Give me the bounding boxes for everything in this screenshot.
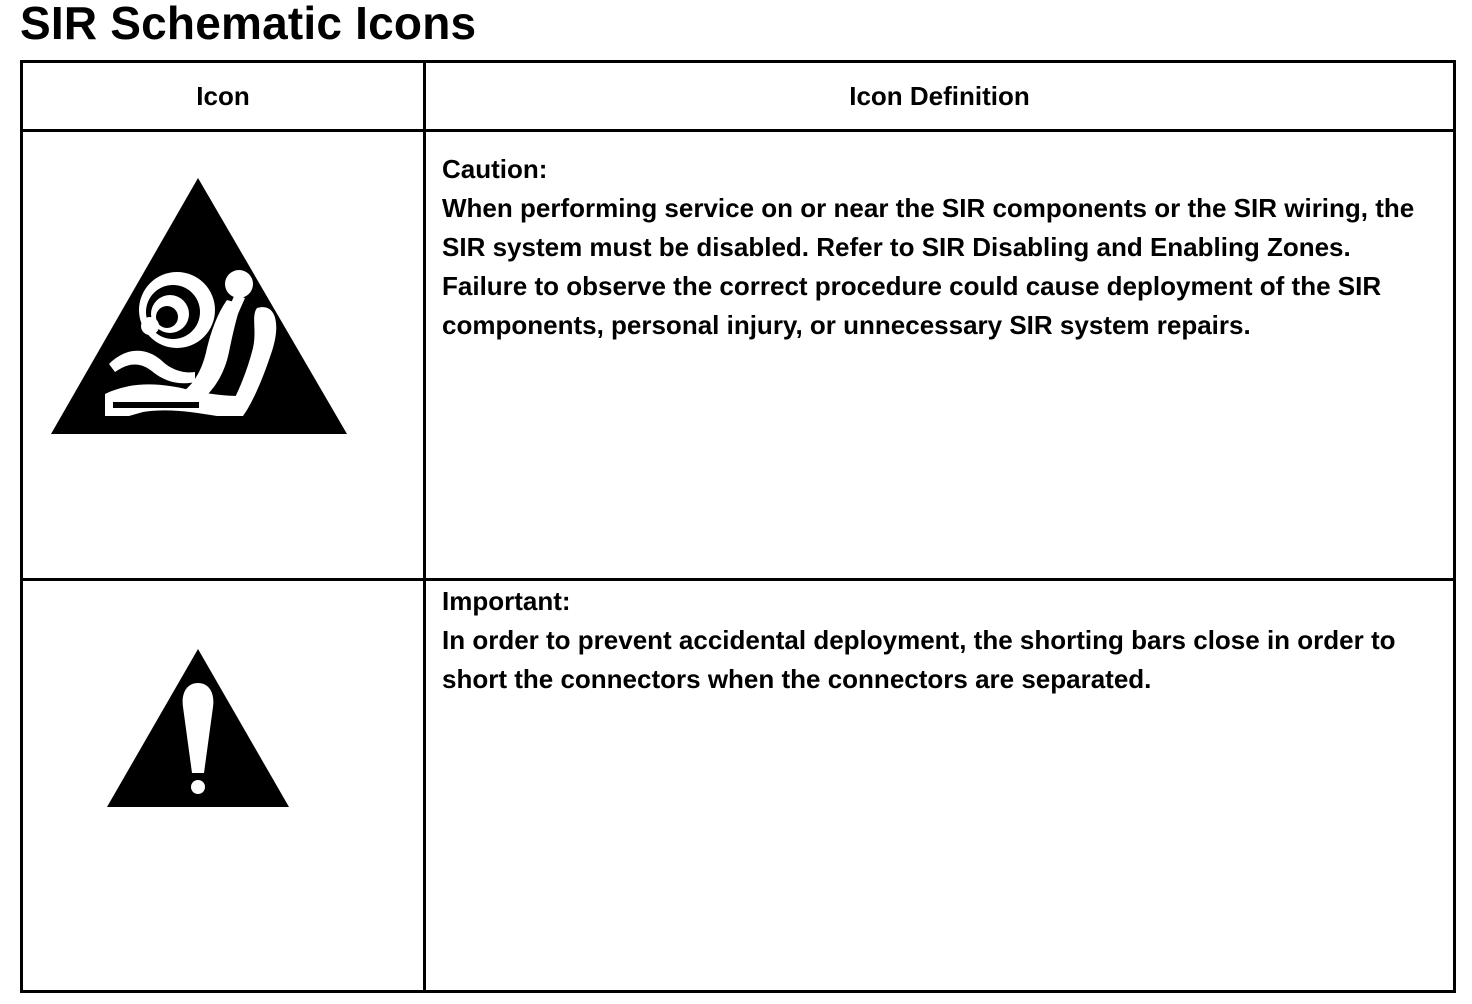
definition-cell xyxy=(425,131,1455,580)
icon-cell xyxy=(22,580,425,992)
page-title: SIR Schematic Icons xyxy=(20,0,477,49)
sir-airbag-warning-triangle-icon xyxy=(49,176,349,436)
table-row xyxy=(22,131,1455,580)
important-text: In order to prevent accidental deployment, the shorting bars close in order to short the connectors when the connectors are separated. xyxy=(442,625,1396,694)
definition-column-header: Icon Definition xyxy=(425,62,1455,131)
sir-icons-table xyxy=(20,60,1456,993)
icon-cell xyxy=(22,131,425,580)
caution-heading: Caution: xyxy=(442,154,548,184)
caution-text: When performing service on or near the SIR components or the SIR wiring, the SIR system must be disabled. Refer to SIR Disabling and Enabling Zones. Failure to observe the correct procedure could cause deployment of the SIR components, personal injury, or unnecessary SIR system repairs. xyxy=(442,193,1415,340)
table-row xyxy=(22,580,1455,992)
important-heading: Important: xyxy=(442,586,571,616)
exclamation-warning-triangle-icon xyxy=(105,647,291,809)
definition-cell xyxy=(425,580,1455,992)
icon-column-header: Icon xyxy=(22,62,425,131)
table-header-row xyxy=(22,62,1455,131)
